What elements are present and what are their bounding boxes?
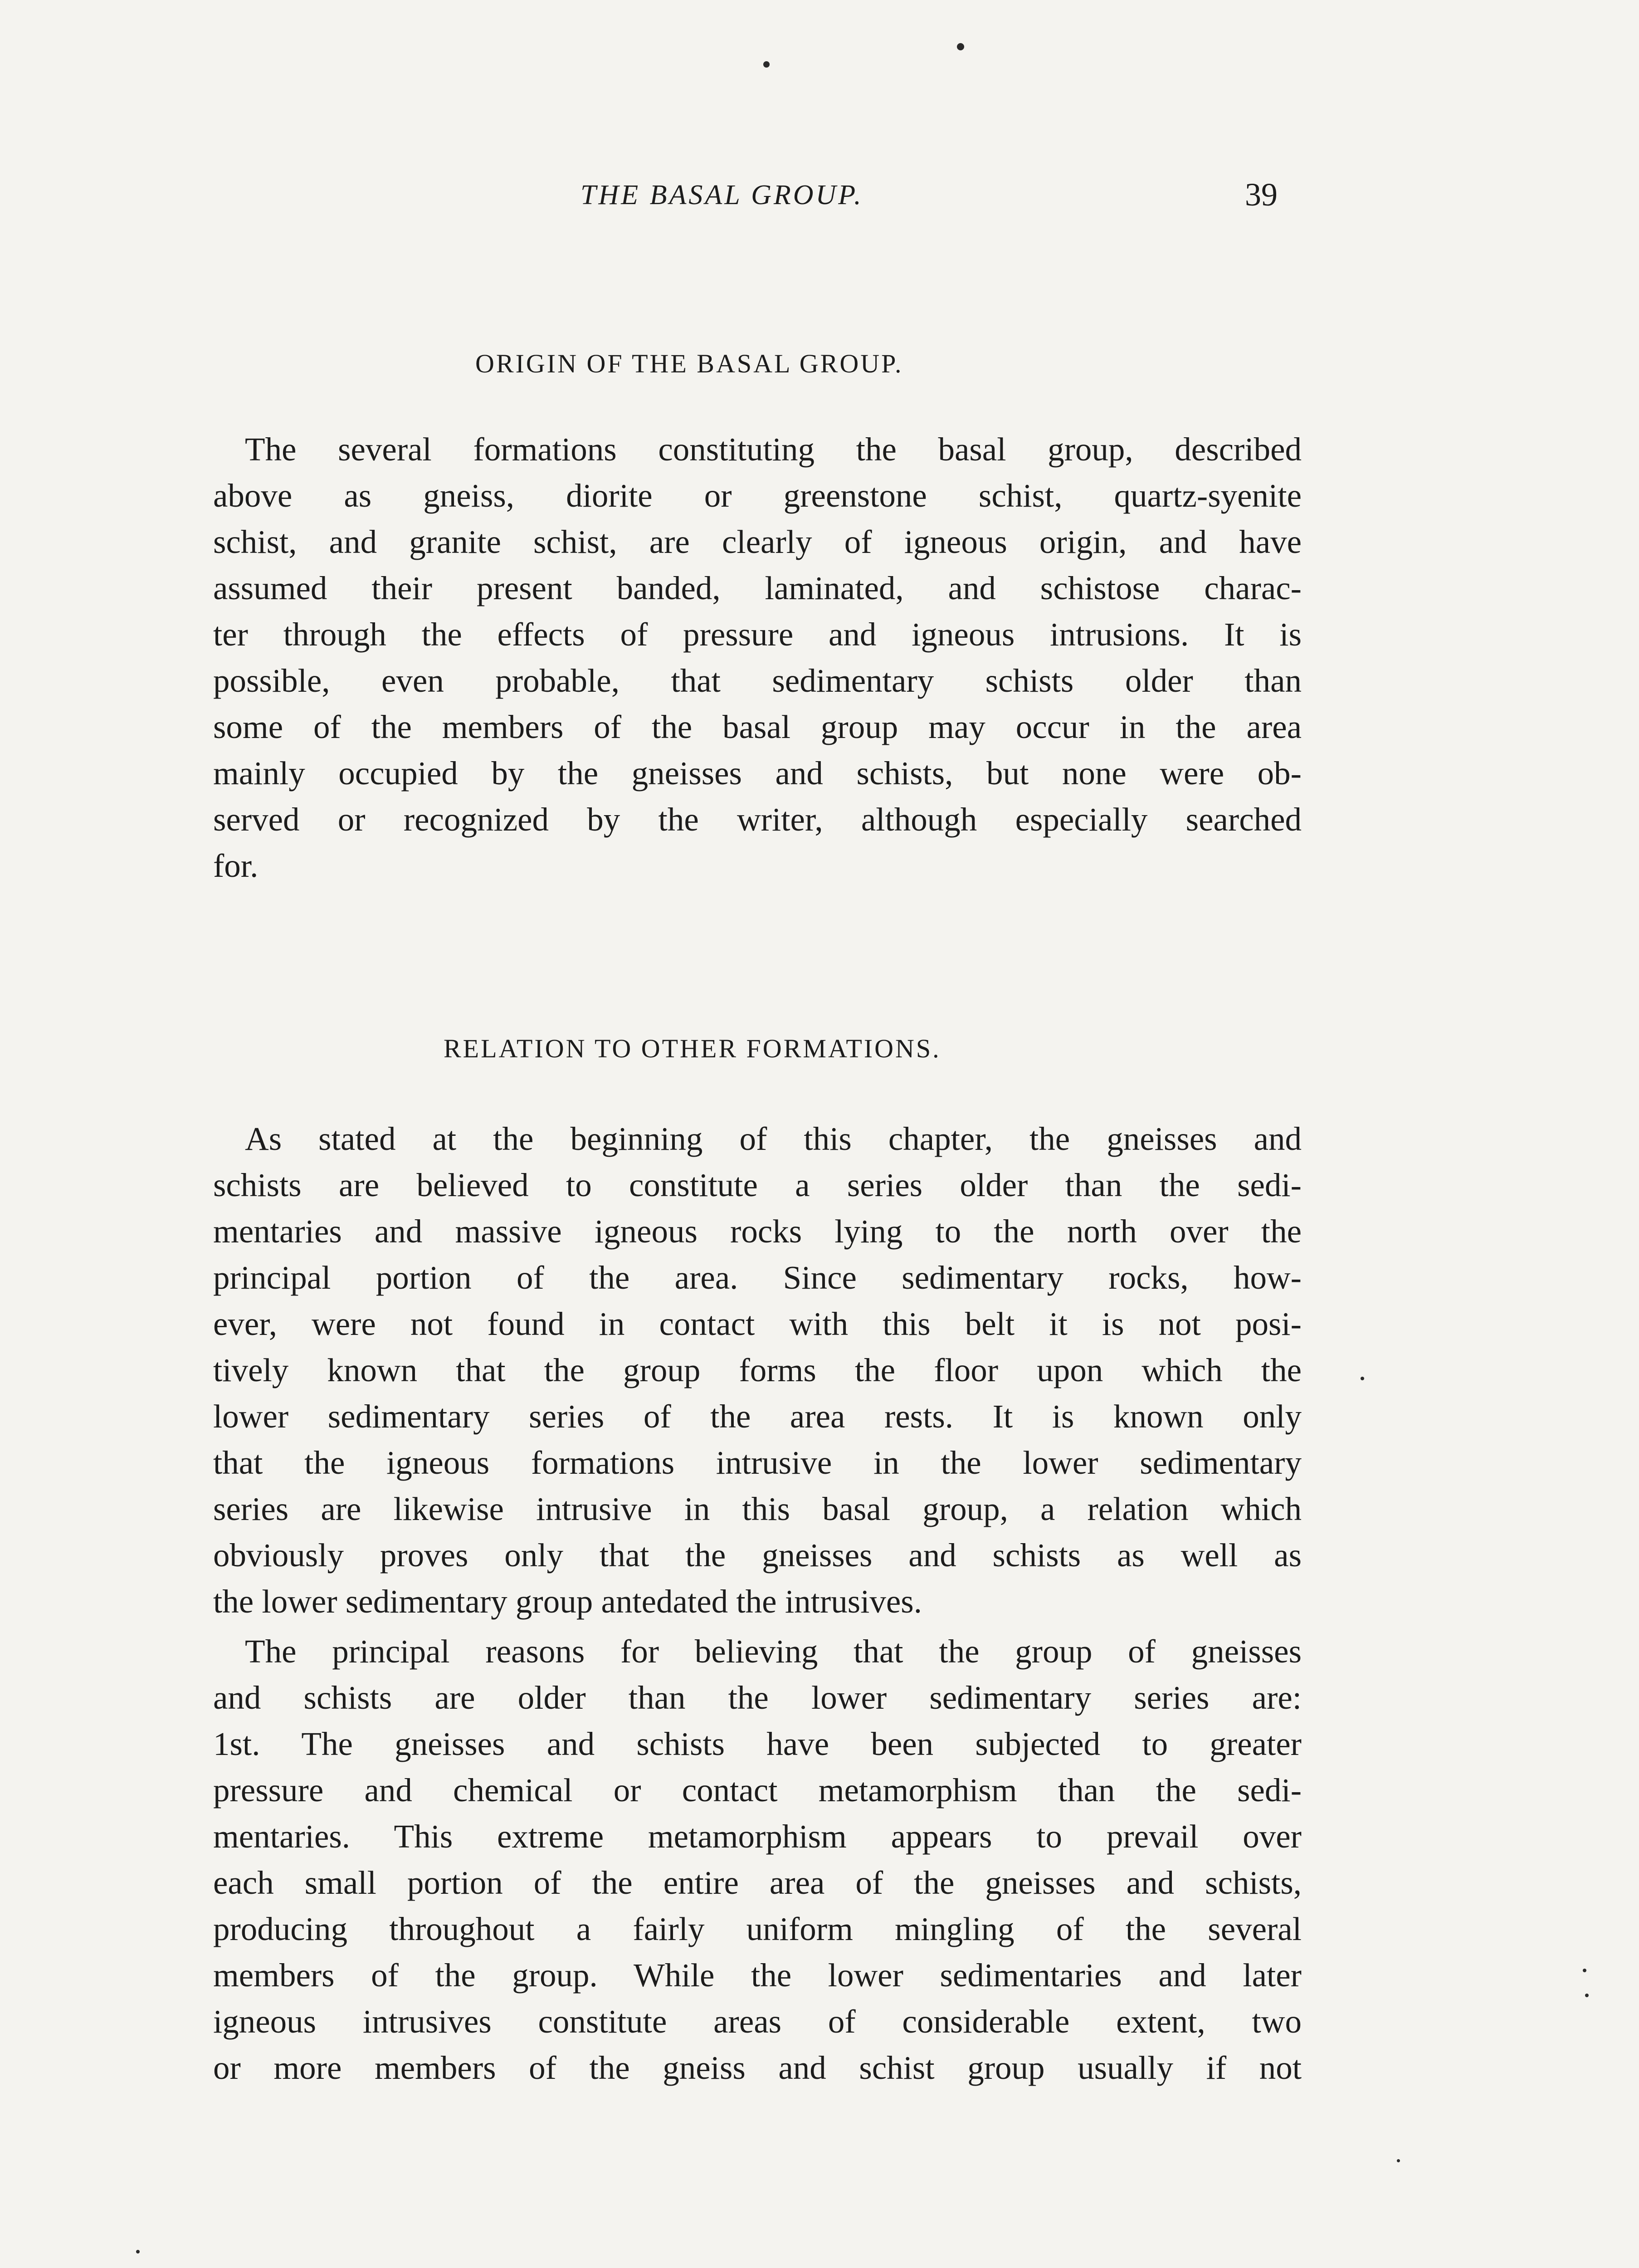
text-line: some of the members of the basal group may occur in the area — [213, 709, 1302, 745]
scan-speck — [136, 2250, 140, 2253]
text-line: members of the group. While the lower sedimentaries and later — [213, 1957, 1302, 1994]
text-line: obviously proves only that the gneisses and schists as well as — [213, 1537, 1302, 1574]
scan-speck — [1361, 1377, 1364, 1380]
text-line: that the igneous formations intrusive in the lower sedimentary — [213, 1444, 1302, 1481]
text-line: and schists are older than the lower sedimentary series are: — [213, 1679, 1302, 1716]
text-line: As stated at the beginning of this chapter, the gneisses and — [245, 1120, 1302, 1157]
paragraph-relation-1 — [213, 1116, 1302, 1625]
text-line: The several formations constituting the basal group, described — [245, 431, 1302, 468]
scan-speck — [1583, 1969, 1586, 1972]
text-line: above as gneiss, diorite or greenstone schist, quartz-syenite — [213, 477, 1302, 514]
page-number: 39 — [1245, 176, 1278, 213]
section-heading-origin: ORIGIN OF THE BASAL GROUP. — [475, 349, 903, 378]
text-line: for. — [213, 847, 259, 884]
text-line: principal portion of the area. Since sedimentary rocks, how- — [213, 1259, 1302, 1296]
text-line: series are likewise intrusive in this basal group, a relation which — [213, 1491, 1302, 1527]
text-line: tively known that the group forms the floor upon which the — [213, 1352, 1302, 1388]
text-line: each small portion of the entire area of the gneisses and schists, — [213, 1864, 1302, 1901]
text-line: possible, even probable, that sedimentary schists older than — [213, 662, 1302, 699]
scan-speck — [763, 61, 770, 68]
text-line: mentaries. This extreme metamorphism appears to prevail over — [213, 1818, 1302, 1855]
text-line: ter through the effects of pressure and igneous intrusions. It is — [213, 616, 1302, 653]
text-line: producing throughout a fairly uniform mingling of the several — [213, 1911, 1302, 1947]
text-line: assumed their present banded, laminated, and schistose charac- — [213, 570, 1302, 606]
paragraph-origin — [213, 426, 1302, 889]
text-line: or more members of the gneiss and schist group usually if not — [213, 2049, 1302, 2086]
text-line: mentaries and massive igneous rocks lying to the north over the — [213, 1213, 1302, 1250]
text-line: schists are believed to constitute a series older than the sedi- — [213, 1167, 1302, 1203]
scan-speck — [1397, 2159, 1400, 2162]
text-line: schist, and granite schist, are clearly of igneous origin, and have — [213, 523, 1302, 560]
text-line: The principal reasons for believing that the group of gneisses — [245, 1633, 1302, 1670]
text-line: igneous intrusives constitute areas of considerable extent, two — [213, 2003, 1302, 2040]
text-line: served or recognized by the writer, although especially searched — [213, 801, 1302, 838]
section-heading-relation: RELATION TO OTHER FORMATIONS. — [444, 1034, 941, 1063]
running-head: THE BASAL GROUP. — [580, 180, 863, 210]
text-line: the lower sedimentary group antedated the intrusives. — [213, 1583, 922, 1620]
text-line: lower sedimentary series of the area rests. It is known only — [213, 1398, 1302, 1435]
text-line: pressure and chemical or contact metamorphism than the sedi- — [213, 1772, 1302, 1809]
scan-speck — [1585, 1994, 1589, 1997]
paragraph-relation-2 — [213, 1628, 1302, 2091]
text-line: mainly occupied by the gneisses and schists, but none were ob- — [213, 755, 1302, 792]
scan-speck — [957, 43, 964, 50]
text-line: 1st. The gneisses and schists have been subjected to greater — [213, 1725, 1302, 1762]
text-line: ever, were not found in contact with this belt it is not posi- — [213, 1305, 1302, 1342]
